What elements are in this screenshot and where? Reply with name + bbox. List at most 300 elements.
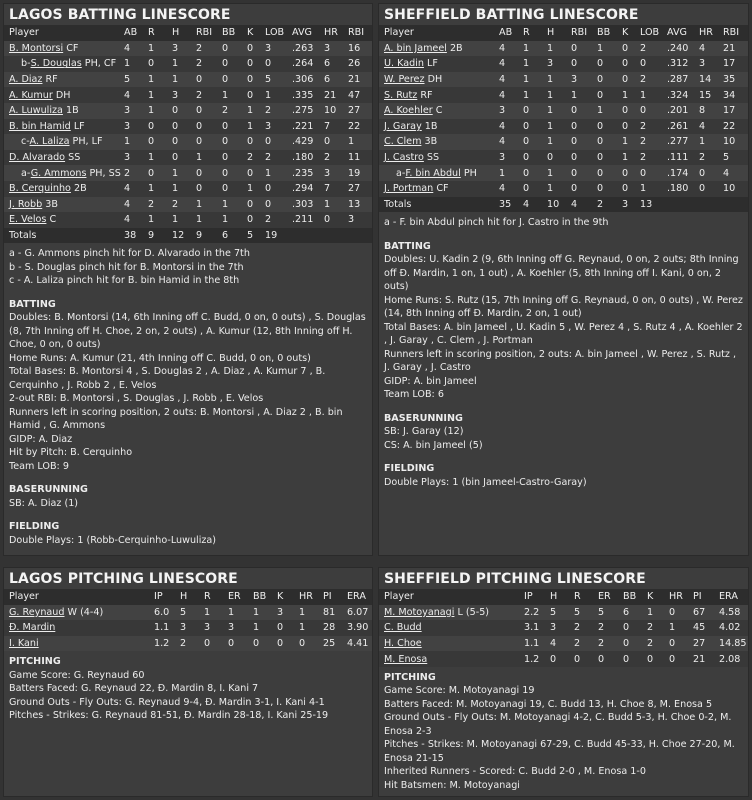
stat-cell: 2 [598, 622, 605, 634]
pitcher-cell [379, 605, 524, 621]
stat-cell: 5 [180, 606, 187, 618]
stat-cell: 4 [124, 183, 131, 195]
player-link[interactable]: S. Rutz [384, 89, 418, 101]
stat-cell: 26 [348, 58, 361, 70]
stat-cell: 2 [574, 622, 581, 634]
totals-cell: 13 [640, 198, 653, 210]
player-position: 3B [42, 198, 58, 210]
stat-cell: .294 [292, 183, 314, 195]
panel-title: SHEFFIELD BATTING LINESCORE [384, 7, 639, 23]
table-row [4, 165, 373, 181]
stat-cell: 0 [222, 152, 229, 164]
batting-stat-line: Home Runs: A. Kumur (21, 4th Inning off C. Budd, 0 on, 0 outs) [9, 352, 311, 364]
player-cell [4, 72, 124, 88]
player-cell [4, 134, 124, 150]
pitcher-cell [379, 651, 524, 667]
fielding-stat-line: Double Plays: 1 (Robb-Cerquinho-Luwuliza) [9, 534, 217, 546]
table-header-row [4, 25, 373, 41]
column-header-rbi: RBI [723, 27, 740, 39]
stat-cell: 0 [204, 638, 211, 650]
totals-cell: 9 [196, 230, 203, 242]
totals-cell: 12 [172, 230, 185, 242]
pitching-stat-line: Game Score: M. Motoyanagi 19 [384, 685, 535, 697]
totals-cell [667, 197, 699, 213]
column-header-avg: AVG [667, 27, 687, 39]
stat-cell: 0 [622, 74, 629, 86]
stat-cell: 1 [622, 136, 629, 148]
stat-cell: 14 [699, 74, 712, 86]
stat-cell: 1 [699, 136, 706, 148]
column-header-h: H [547, 27, 555, 39]
table-header-row [379, 589, 749, 605]
batting-stat-line: Home Runs: S. Rutz (15, 7th Inning off G. Reynaud, 0 on, 0 outs) , W. Perez (14, 8th Inning off Đ. Mardin, 2 on, 1 out) [384, 294, 743, 320]
player-position: PH, LF [69, 136, 103, 148]
stat-cell: 6 [324, 58, 331, 70]
sub-prefix: c- [21, 136, 30, 148]
stat-cell: 1 [622, 89, 629, 101]
player-link[interactable]: G. Ammons [30, 167, 87, 179]
stat-cell: 0 [571, 120, 578, 132]
stat-cell: 0 [222, 136, 229, 148]
player-link[interactable]: B. bin Hamid [9, 120, 71, 132]
player-link[interactable]: J. Portman [384, 183, 434, 195]
player-link[interactable]: E. Velos [9, 214, 47, 226]
table-row [4, 636, 373, 652]
player-position: LF [70, 120, 85, 132]
player-link[interactable]: A. Laliza [29, 136, 70, 148]
stat-cell: .324 [667, 89, 689, 101]
stat-cell: 4 [124, 214, 131, 226]
stat-cell: 21 [693, 653, 706, 665]
stat-cell: 3 [348, 214, 355, 226]
pitcher-link[interactable]: M. Motoyanagi [384, 606, 455, 618]
stat-cell: 0 [172, 152, 179, 164]
column-header-bb: BB [222, 27, 236, 39]
table-row [379, 150, 749, 166]
column-header-avg: AVG [292, 27, 312, 39]
player-cell [4, 103, 124, 119]
column-header-pi: PI [323, 591, 332, 603]
column-header-k: K [647, 591, 654, 603]
batting-stat-line: Total Bases: A. bin Jameel , U. Kadin 5 , W. Perez 4 , S. Rutz 4 , A. Koehler 2 , J. Garay , C. Clem , J. Portman [384, 321, 743, 347]
player-cell [379, 181, 499, 197]
column-header-h: H [550, 591, 558, 603]
stat-cell: 0 [253, 638, 260, 650]
stat-cell: 17 [723, 58, 736, 70]
stat-cell: .306 [292, 74, 314, 86]
stat-cell: 0 [247, 42, 254, 54]
stat-cell: 2 [640, 120, 647, 132]
table-row [4, 119, 373, 135]
stat-cell: 35 [723, 74, 736, 86]
column-header-pi: PI [693, 591, 702, 603]
pitcher-link[interactable]: Đ. Mardin [9, 622, 56, 634]
stat-cell: 1 [148, 42, 155, 54]
column-header-r: R [204, 591, 211, 603]
stat-cell: 1 [547, 74, 554, 86]
table-row [379, 620, 749, 636]
stat-cell: 1 [204, 606, 211, 618]
stat-cell: 4.58 [719, 606, 741, 618]
stat-cell: 1.2 [154, 638, 170, 650]
stat-cell: 1 [253, 622, 260, 634]
substitution-note: b - S. Douglas pinch hit for B. Montorsi in the 7th [9, 261, 244, 273]
pitching-stat-line: Game Score: G. Reynaud 60 [9, 669, 145, 681]
stat-cell: 1 [196, 152, 203, 164]
player-link[interactable]: J. Garay [384, 120, 422, 132]
stat-cell: 0 [247, 58, 254, 70]
player-cell [4, 87, 124, 103]
stat-cell: 2 [640, 74, 647, 86]
stat-cell: 2 [647, 638, 654, 650]
stat-cell: 0 [571, 42, 578, 54]
stat-cell: 1 [547, 183, 554, 195]
pitcher-decision: L (5-5) [454, 606, 490, 618]
stat-cell: 4 [723, 167, 730, 179]
stat-cell: 0 [277, 622, 284, 634]
batting-stat-line: Team LOB: 9 [9, 460, 69, 472]
stat-cell: 2 [196, 89, 203, 101]
table-row [379, 119, 749, 135]
player-position: CF [63, 42, 79, 54]
column-header-r: R [148, 27, 155, 39]
stat-cell: 3 [324, 42, 331, 54]
stat-cell: 0 [597, 58, 604, 70]
pitching-stat-line: Ground Outs - Fly Outs: G. Reynaud 9-4, Đ. Mardin 3-1, I. Kani 4-1 [9, 696, 325, 708]
stat-cell: 0 [148, 120, 155, 132]
stat-cell: 2 [574, 638, 581, 650]
stat-cell: 21 [723, 42, 736, 54]
stat-cell: 5 [723, 152, 730, 164]
stat-cell: 1 [247, 183, 254, 195]
column-header-lob: LOB [265, 27, 285, 39]
stat-cell: 4 [499, 136, 506, 148]
stat-cell: 2 [196, 42, 203, 54]
stat-cell: 0 [222, 183, 229, 195]
pitcher-cell [4, 636, 154, 652]
stat-cell: 0 [299, 638, 306, 650]
stat-cell: 1 [523, 89, 530, 101]
column-header-ab: AB [499, 27, 513, 39]
stat-cell: 3.1 [524, 622, 540, 634]
stat-cell: 67 [693, 606, 706, 618]
stat-cell: 0 [699, 167, 706, 179]
stat-cell: 0 [265, 58, 272, 70]
column-header-bb: BB [253, 591, 267, 603]
stat-cell: 3 [571, 74, 578, 86]
player-cell [4, 41, 124, 57]
player-link[interactable]: A. bin Jameel [384, 42, 447, 54]
pitching-stat-line: Hit Batsmen: M. Motoyanagi [384, 779, 520, 791]
stat-cell: 0 [196, 167, 203, 179]
stat-cell: 0 [247, 167, 254, 179]
player-position: RF [42, 74, 58, 86]
stat-cell: 1 [647, 606, 654, 618]
player-position: PH, CF [81, 58, 117, 70]
stat-cell: 0 [597, 183, 604, 195]
table-row [4, 56, 373, 72]
stat-cell: 0 [622, 105, 629, 117]
stat-cell: 16 [348, 42, 361, 54]
stat-cell: 3 [124, 105, 131, 117]
player-link[interactable]: A. Kumur [9, 89, 53, 101]
stat-cell: 0 [324, 214, 331, 226]
stat-cell: 0 [265, 198, 272, 210]
stat-cell: 47 [348, 89, 361, 101]
stat-cell: 2 [148, 198, 155, 210]
stat-cell: 0 [247, 198, 254, 210]
column-header-ab: AB [124, 27, 138, 39]
player-position: 3B [421, 136, 438, 148]
pitching-stat-line: Ground Outs - Fly Outs: M. Motoyanagi 4-2, C. Budd 5-3, H. Choe 0-2, M. Enosa 2-3 [384, 712, 732, 737]
stat-cell: 2 [265, 214, 272, 226]
totals-cell: 5 [247, 230, 254, 242]
stat-cell: 0 [622, 42, 629, 54]
pitcher-link[interactable]: G. Reynaud [9, 606, 65, 618]
stat-cell: 1 [547, 105, 554, 117]
table-row [4, 134, 373, 150]
player-cell [379, 165, 499, 181]
stat-cell: 6.0 [154, 606, 170, 618]
stat-cell: 0 [571, 105, 578, 117]
player-cell [379, 103, 499, 119]
stat-cell: 0 [324, 136, 331, 148]
stat-cell: 6 [324, 74, 331, 86]
stat-cell: 5 [550, 606, 557, 618]
player-cell [4, 56, 124, 72]
stat-cell: 0 [228, 638, 235, 650]
stat-cell: 0 [669, 606, 676, 618]
lagos-batting-table [4, 25, 373, 243]
player-position: PH, SS [86, 167, 121, 179]
fielding-section-header: FIELDING [384, 463, 435, 475]
stat-cell: 1 [222, 89, 229, 101]
stat-cell: 3 [265, 120, 272, 132]
stat-cell: 3 [228, 622, 235, 634]
stat-cell: .221 [292, 120, 314, 132]
stat-cell: .277 [667, 136, 689, 148]
player-link[interactable]: A. Diaz [9, 74, 43, 86]
table-row [379, 87, 749, 103]
stat-cell: 1 [547, 42, 554, 54]
batting-stat-line: GIDP: A. Diaz [9, 433, 73, 445]
stat-cell: 7 [324, 120, 331, 132]
pitcher-link[interactable]: M. Enosa [384, 653, 428, 665]
player-link[interactable]: A. Koehler [384, 105, 433, 117]
player-position: SS [65, 152, 81, 164]
column-header-er: ER [598, 591, 611, 603]
stat-cell: .211 [292, 214, 314, 226]
stat-cell: 0 [669, 638, 676, 650]
player-cell [4, 197, 124, 213]
stat-cell: 5 [598, 606, 605, 618]
stat-cell: 0 [265, 183, 272, 195]
stat-cell: 2.2 [524, 606, 540, 618]
player-link[interactable]: U. Kadin [384, 58, 424, 70]
player-position: CF [433, 183, 449, 195]
player-link[interactable]: F. bin Abdul [405, 167, 461, 179]
stat-cell: 4 [124, 198, 131, 210]
stat-cell: 3.90 [347, 622, 369, 634]
stat-cell: 0 [196, 105, 203, 117]
stat-cell: 0 [647, 653, 654, 665]
stat-cell: 0 [571, 136, 578, 148]
column-header-k: K [622, 27, 629, 39]
stat-cell: 1 [247, 120, 254, 132]
stat-cell: .180 [292, 152, 314, 164]
stat-cell: 3 [277, 606, 284, 618]
stat-cell: 3 [172, 89, 179, 101]
stat-cell: 0 [622, 183, 629, 195]
stat-cell: 1 [253, 606, 260, 618]
stat-cell: 4 [499, 58, 506, 70]
table-row [4, 103, 373, 119]
column-header-bb: BB [623, 591, 637, 603]
substitution-note: c - A. Laliza pinch hit for B. bin Hamid in the 8th [9, 275, 240, 287]
substitution-note: a - F. bin Abdul pinch hit for J. Castro in the 9th [384, 217, 609, 229]
stat-cell: 2 [640, 152, 647, 164]
fielding-stat-line: Double Plays: 1 (bin Jameel-Castro-Garay) [384, 476, 587, 488]
column-header-ip: IP [154, 591, 163, 603]
player-position: 2B [70, 183, 87, 195]
stat-cell: 0 [196, 74, 203, 86]
stat-cell: .312 [667, 58, 689, 70]
stat-cell: 4 [499, 89, 506, 101]
stat-cell: 0 [574, 653, 581, 665]
column-header-r: R [574, 591, 581, 603]
table-row [379, 56, 749, 72]
stat-cell: 1 [172, 167, 179, 179]
stat-cell: 7 [324, 183, 331, 195]
stat-cell: 0 [277, 638, 284, 650]
player-link[interactable]: D. Alvarado [9, 152, 66, 164]
fielding-section-header: FIELDING [9, 521, 60, 533]
stat-cell: 0 [669, 653, 676, 665]
stat-cell: 2 [324, 152, 331, 164]
player-link[interactable]: W. Perez [384, 74, 425, 86]
player-link[interactable]: S. Douglas [30, 58, 82, 70]
stat-cell: 28 [323, 622, 336, 634]
stat-cell: 2 [196, 58, 203, 70]
player-position: DH [52, 89, 71, 101]
stat-cell: 3 [550, 622, 557, 634]
column-header-h: H [172, 27, 180, 39]
stat-cell: 3 [499, 152, 506, 164]
player-cell [4, 150, 124, 166]
stat-cell: 0 [622, 58, 629, 70]
player-position: C [432, 105, 443, 117]
player-link[interactable]: J. Robb [9, 198, 43, 210]
stat-cell: 1 [172, 74, 179, 86]
baserunning-stat-line: SB: A. Diaz (1) [9, 497, 79, 509]
column-header-r: R [523, 27, 530, 39]
column-header-h: H [180, 591, 188, 603]
totals-cell [324, 228, 348, 244]
player-link[interactable]: B. Montorsi [9, 42, 64, 54]
stat-cell: 4 [550, 638, 557, 650]
stat-cell: 8 [699, 105, 706, 117]
stat-cell: 0 [247, 136, 254, 148]
column-header-k: K [247, 27, 254, 39]
stat-cell: 0 [640, 167, 647, 179]
player-link[interactable]: C. Clem [384, 136, 422, 148]
stat-cell: 2 [265, 152, 272, 164]
table-header-row [4, 589, 373, 605]
stat-cell: 1 [124, 136, 131, 148]
player-cell [4, 119, 124, 135]
pitching-stat-line: Batters Faced: M. Motoyanagi 19, C. Budd 13, H. Choe 8, M. Enosa 5 [384, 698, 713, 710]
stat-cell: 6 [623, 606, 630, 618]
stat-cell: 0 [523, 152, 530, 164]
stat-cell: 3 [124, 152, 131, 164]
lagos-pitching-panel [3, 567, 373, 797]
stat-cell: 15 [699, 89, 712, 101]
stat-cell: 1 [148, 89, 155, 101]
pitcher-cell [379, 620, 524, 636]
stat-cell: 0 [523, 105, 530, 117]
player-position: RF [417, 89, 433, 101]
stat-cell: 1 [523, 42, 530, 54]
pitcher-link[interactable]: C. Budd [384, 622, 422, 634]
player-position: PH [460, 167, 477, 179]
pitcher-link[interactable]: H. Choe [384, 638, 422, 650]
table-row [4, 150, 373, 166]
pitcher-link[interactable]: I. Kani [9, 638, 39, 650]
stat-cell: 1 [547, 167, 554, 179]
sheffield-batting-table [379, 25, 749, 212]
totals-cell [699, 197, 723, 213]
totals-cell: 38 [124, 230, 137, 242]
player-cell [379, 134, 499, 150]
sheffield-batting-panel [378, 3, 749, 556]
stat-cell: 0 [148, 58, 155, 70]
column-header-player: Player [384, 27, 414, 39]
stat-cell: 1 [172, 214, 179, 226]
stat-cell: 4.41 [347, 638, 369, 650]
stat-cell: 2 [699, 152, 706, 164]
stat-cell: 1 [222, 198, 229, 210]
table-row [379, 72, 749, 88]
player-link[interactable]: J. Castro [384, 152, 424, 164]
column-header-player: Player [9, 27, 39, 39]
stat-cell: 0 [597, 152, 604, 164]
column-header-er: ER [228, 591, 241, 603]
totals-cell: 10 [547, 198, 560, 210]
player-link[interactable]: A. Luwuliza [9, 105, 63, 117]
stat-cell: 0 [571, 58, 578, 70]
totals-cell [348, 228, 373, 244]
stat-cell: 0 [172, 120, 179, 132]
stat-cell: 0 [222, 42, 229, 54]
sub-prefix: a- [21, 167, 31, 179]
stat-cell: 1 [348, 136, 355, 148]
stat-cell: 13 [348, 198, 361, 210]
pitcher-cell [4, 605, 154, 621]
totals-cell: 3 [622, 198, 629, 210]
baserunning-stat-line: SB: J. Garay (12) [384, 426, 464, 438]
totals-row [4, 228, 373, 244]
player-link[interactable]: B. Cerquinho [9, 183, 71, 195]
stat-cell: 5 [265, 74, 272, 86]
stat-cell: 1 [499, 167, 506, 179]
table-row [4, 87, 373, 103]
totals-cell: 4 [571, 198, 578, 210]
column-header-hr: HR [299, 591, 313, 603]
stat-cell: 1 [148, 152, 155, 164]
stat-cell: 45 [693, 622, 706, 634]
pitching-stat-line: Batters Faced: G. Reynaud 22, Đ. Mardin 8, I. Kani 7 [9, 683, 259, 695]
player-cell [4, 165, 124, 181]
